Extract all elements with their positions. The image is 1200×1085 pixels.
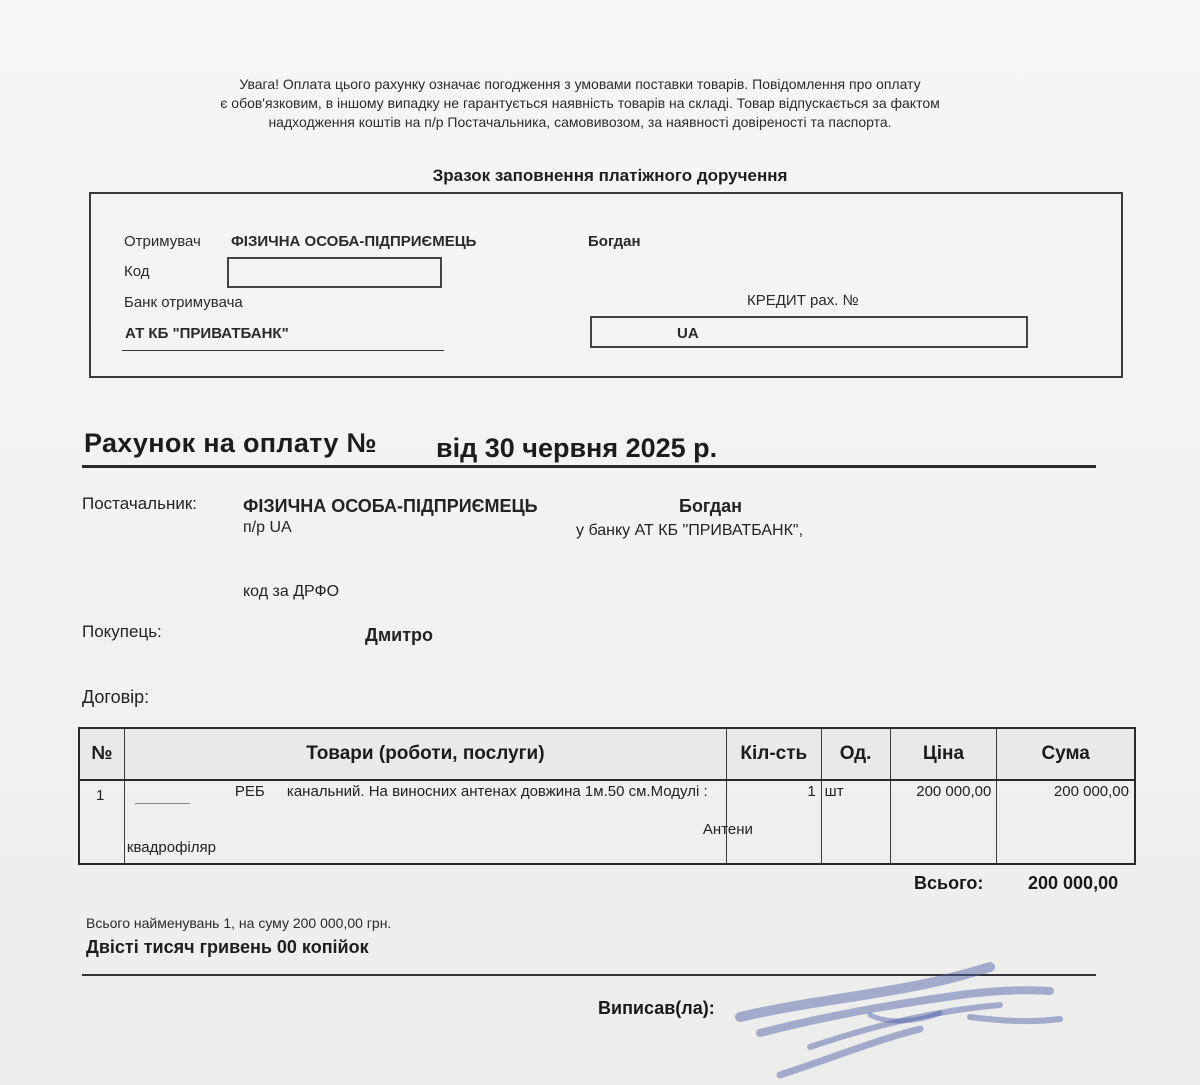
row-unit: шт [821,780,890,864]
bank-label: Банк отримувача [124,294,243,311]
issued-by-label: Виписав(ла): [598,998,715,1018]
supplier-label: Постачальник: [82,494,197,513]
row-num: 1 [79,780,124,864]
row-price: 200 000,00 [890,780,997,864]
buyer-label: Покупець: [82,622,162,641]
payment-notice [140,75,1020,132]
account-field [590,316,1028,348]
header-sum: Сума [997,728,1135,780]
row-sum: 200 000,00 [997,780,1135,864]
desc-part-2: канальний. На виносних антенах довжина 1м.50 см.Модулі : [286,783,708,800]
buyer-name: Дмитро [365,625,434,645]
header-price: Ціна [890,728,997,780]
desc-part-4: квадрофіляр [126,839,216,856]
bank-underline [122,350,444,351]
desc-part-1: РЕБ [234,783,265,800]
notice-line-3: надходження коштів на п/р Постачальника, самовивозом, за наявності довіреності та паспорта. [268,114,892,130]
code-label: Код [124,263,150,280]
notice-line-2: є обов'язковим, в іншому випадку не гарантується наявність товарів на складі. Товар відпускається за фактом [220,95,940,111]
row-description [124,780,753,864]
supplier-name: ФІЗИЧНА ОСОБА-ПІДПРИЄМЕЦЬ [243,496,538,516]
redaction-mark [135,803,190,804]
credit-account-label: КРЕДИТ рах. № [747,292,859,309]
account-value: UA [677,325,699,342]
recipient-label: Отримувач [124,233,201,250]
items-summary: Всього найменувань 1, на суму 200 000,00 грн. [86,915,392,931]
header-num: № [79,728,124,780]
payment-sample-title: Зразок заповнення платіжного доручення [432,166,788,185]
goods-table [78,727,1136,865]
desc-part-3: Антени [702,821,753,838]
table-row [79,780,1135,864]
supplier-first-name: Богдан [679,496,743,516]
header-goods: Товари (роботи, послуги) [124,728,726,780]
code-field [227,257,442,288]
supplier-bank: у банку АТ КБ "ПРИВАТБАНК", [576,522,804,539]
table-header-row [79,728,1135,780]
invoice-date: від 30 червня 2025 р. [436,433,718,463]
total-value: 200 000,00 [1028,873,1119,893]
title-rule [82,465,1096,468]
total-label: Всього: [914,873,984,893]
notice-line-1: Увага! Оплата цього рахунку означає погодження з умовами поставки товарів. Повідомлення про оплату [239,76,921,92]
contract-label: Договір: [82,687,150,707]
invoice-title: Рахунок на оплату № [84,428,377,458]
supplier-drfo-label: код за ДРФО [243,583,340,600]
supplier-account: п/р UA [243,519,292,536]
header-unit: Од. [821,728,890,780]
row-qty: 1 [726,780,821,864]
recipient-first-name: Богдан [588,233,641,250]
amount-in-words: Двісті тисяч гривень 00 копійок [86,937,369,957]
bank-name: АТ КБ "ПРИВАТБАНК" [125,325,289,342]
recipient-name: ФІЗИЧНА ОСОБА-ПІДПРИЄМЕЦЬ [231,233,477,250]
signature-scribble [720,955,1100,1085]
header-qty: Кіл-сть [726,728,821,780]
